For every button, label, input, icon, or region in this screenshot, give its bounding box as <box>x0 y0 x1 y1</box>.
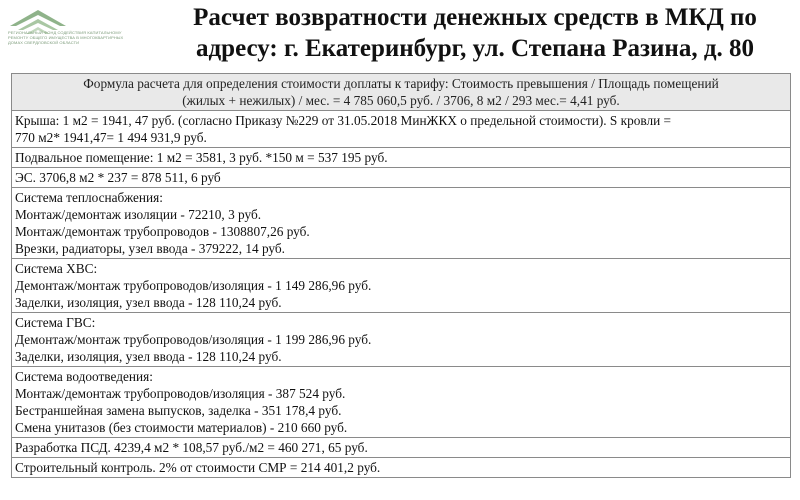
table-row <box>12 259 791 313</box>
electrical-cell: ЭС. 3706,8 м2 * 237 = 878 511, 6 руб <box>12 168 791 188</box>
formula-cell: Формула расчета для определения стоимости доплаты к тарифу: Стоимость превышения / Площадь помещений (жилых + нежилых) / мес. = 4 785 060,5 руб. / 3706, 8 м2 / 293 мес.= 4,41 руб. <box>12 74 791 111</box>
fund-name: РЕГИОНАЛЬНЫЙ ФОНД СОДЕЙСТВИЯ КАПИТАЛЬНОМУ РЕМОНТУ ОБЩЕГО ИМУЩЕСТВА В МНОГОКВАРТИРНЫХ ДОМАХ СВЕРДЛОВСКОЙ ОБЛАСТИ <box>8 30 124 45</box>
table-row <box>12 438 791 458</box>
sewage-cell: Система водоотведения: Монтаж/демонтаж трубопроводов/изоляция - 387 524 руб. Бестраншейная замена выпусков, заделка - 351 178,4 руб. Смена унитазов (без стоимости материалов) - 210 660 руб. <box>12 367 791 438</box>
roof-cell: Крыша: 1 м2 = 1941, 47 руб. (согласно Приказу №229 от 31.05.2018 МинЖКХ о предельной стоимости). S кровли = 770 м2* 1941,47= 1 494 931,9 руб. <box>12 111 791 148</box>
table-row <box>12 148 791 168</box>
table-row <box>12 168 791 188</box>
construction-control-cell: Строительный контроль. 2% от стоимости СМР = 214 401,2 руб. <box>12 458 791 478</box>
design-docs-cell: Разработка ПСД. 4239,4 м2 * 108,57 руб./м2 = 460 271, 65 руб. <box>12 438 791 458</box>
cold-water-cell: Система ХВС: Демонтаж/монтаж трубопроводов/изоляция - 1 149 286,96 руб. Заделки, изоляция, узел ввода - 128 110,24 руб. <box>12 259 791 313</box>
table-row <box>12 111 791 148</box>
calculation-table <box>11 73 791 478</box>
table-row <box>12 74 791 111</box>
table-row <box>12 367 791 438</box>
page-title: Расчет возвратности денежных средств в МКД по адресу: г. Екатеринбург, ул. Степана Разина, д. 80 <box>193 4 757 62</box>
table-row <box>12 313 791 367</box>
hot-water-cell: Система ГВС: Демонтаж/монтаж трубопроводов/изоляция - 1 199 286,96 руб. Заделки, изоляция, узел ввода - 128 110,24 руб. <box>12 313 791 367</box>
header <box>0 0 800 68</box>
heating-cell: Система теплоснабжения: Монтаж/демонтаж изоляции - 72210, 3 руб. Монтаж/демонтаж трубопроводов - 1308807,26 руб. Врезки, радиаторы, узел ввода - 379222, 14 руб. <box>12 188 791 259</box>
table-row <box>12 188 791 259</box>
table-row <box>12 458 791 478</box>
basement-cell: Подвальное помещение: 1 м2 = 3581, 3 руб. *150 м = 537 195 руб. <box>12 148 791 168</box>
